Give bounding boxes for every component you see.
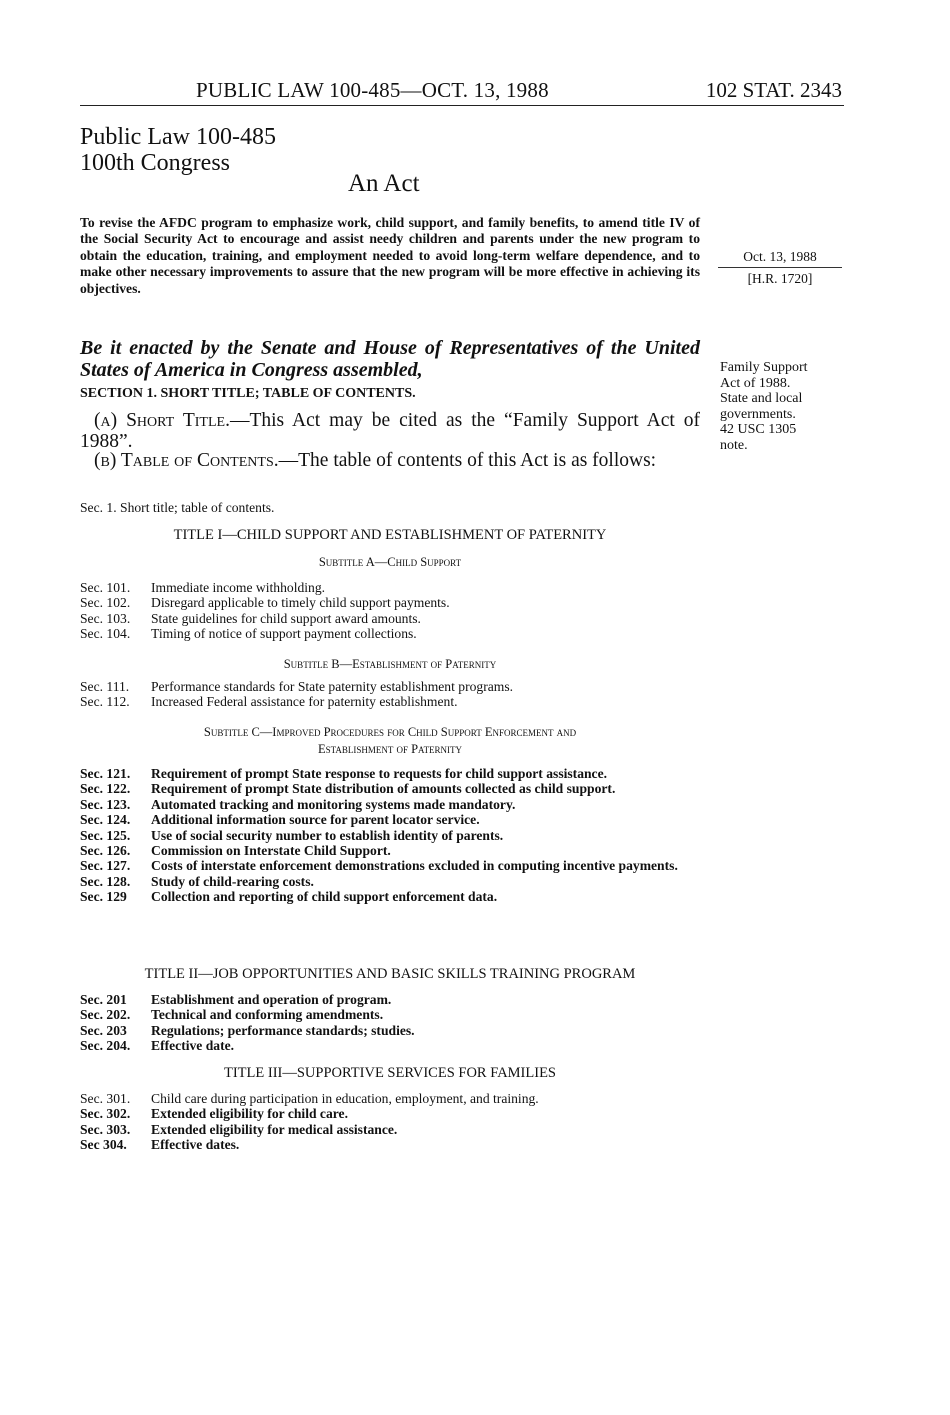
toc-item: Sec. 103. State guidelines for child support award amounts. [80,610,421,626]
toc-item: Sec. 201 Establishment and operation of program. [80,992,392,1007]
law-identification [80,124,276,176]
toc-item: Sec. 303. Extended eligibility for medical assistance. [80,1121,398,1137]
toc-subtitle-b: Subtitle B—Establishment of Paternity [283,657,497,671]
toc-item: Sec 304. Effective dates. [80,1137,240,1153]
toc-subtitle-c-line1: Subtitle C—Improved Procedures for Child Support Enforcement and [203,725,577,739]
margin-notes [720,360,850,454]
toc-item: Sec. 126. Commission on Interstate Child Support. [80,843,391,859]
purpose-statement: To revise the AFDC program to emphasize work, child support, and family benefits, to amend title IV of the Social Security Act to encourage and assist needy children and parents under the new program to obtain the education, training, and employment needed to avoid long-term welfare dependence, and to make other necessary improvements to assure that the new program will be more effective in achieving its objectives. [80,215,700,296]
subsection-a-label: (a) Short Title. [94,410,230,431]
margin-note: Family Support [720,360,808,375]
toc-subtitle-c-line2: Establishment of Paternity [317,742,463,756]
header-rule [80,105,844,106]
toc-subtitle-c-list [80,766,702,905]
margin-date: Oct. 13, 1988 [743,249,817,264]
toc-item: Sec. 102. Disregard applicable to timely child support payments. [80,595,450,611]
enacting-clause: Be it enacted by the Senate and House of Representatives of the United States of America in Congress assembled, [80,337,700,381]
toc-item: Sec. 301. Child care during participation in education, employment, and training. [80,1091,539,1106]
toc-sec-1: Sec. 1. Short title; table of contents. [80,500,275,515]
toc-item: Sec. 202. Technical and conforming amendments. [80,1007,384,1023]
toc-item: Sec. 123. Automated tracking and monitoring systems made mandatory. [80,796,516,812]
toc-item: Sec. 121. Requirement of prompt State response to requests for child support assistance. [80,766,608,781]
subsection-b [80,450,700,471]
margin-bill-number: [H.R. 1720] [747,271,813,286]
toc-item: Sec. 111. Performance standards for State paternity establishment programs. [80,679,514,694]
toc-subtitle-a-list [80,580,702,642]
toc-item: Sec. 104. Timing of notice of support payment collections. [80,626,417,642]
toc-title-3: TITLE III—SUPPORTIVE SERVICES FOR FAMILIES [223,1065,556,1081]
public-law-number: Public Law 100-485 [80,124,276,150]
toc-title-1: TITLE I—CHILD SUPPORT AND ESTABLISHMENT OF PATERNITY [173,527,607,543]
toc-item: Sec. 127. Costs of interstate enforcement demonstrations excluded in computing incentive payments. [80,858,678,874]
toc-title-2: TITLE II—JOB OPPORTUNITIES AND BASIC SKILLS TRAINING PROGRAM [144,966,636,982]
subsection-b-text: —The table of contents of this Act is as follows: [278,450,657,471]
toc-title-3-list [80,1091,702,1153]
toc-subtitle-b-list [80,679,702,710]
margin-rule [718,267,842,268]
subsection-a [80,410,700,452]
subsection-a-text: —This Act may be cited as the “Family Support Act of 1988”. [80,410,700,452]
toc-title-2-list [80,992,702,1054]
toc-item: Sec. 101. Immediate income withholding. [80,580,326,595]
congress-number: 100th Congress [80,150,230,176]
toc-item: Sec. 203 Regulations; performance standards; studies. [80,1022,415,1038]
section-heading: SECTION 1. SHORT TITLE; TABLE OF CONTENTS. [80,386,416,401]
margin-note: Act of 1988. [720,375,791,391]
toc-item: Sec. 122. Requirement of prompt State distribution of amounts collected as child support. [80,781,616,797]
margin-note: governments. [720,406,796,422]
margin-note: State and local [720,391,803,407]
toc-item: Sec. 129 Collection and reporting of child support enforcement data. [80,889,498,905]
margin-note: note. [720,437,748,453]
margin-note: 42 USC 1305 [720,422,797,438]
toc-item: Sec. 128. Study of child-rearing costs. [80,873,314,889]
running-head: PUBLIC LAW 100-485—OCT. 13, 1988 [196,78,549,102]
act-label: An Act [348,170,420,197]
toc-item: Sec. 302. Extended eligibility for child care. [80,1106,348,1122]
stat-page-number: 102 STAT. 2343 [705,78,842,102]
toc-item: Sec. 204. Effective date. [80,1038,235,1054]
toc-item: Sec. 112. Increased Federal assistance for paternity establishment. [80,694,458,710]
subsection-b-label: (b) Table of Contents. [94,450,279,471]
toc-subtitle-a: Subtitle A—Child Support [318,555,462,569]
toc-item: Sec. 125. Use of social security number to establish identity of parents. [80,827,504,843]
toc-item: Sec. 124. Additional information source for parent locator service. [80,812,480,828]
